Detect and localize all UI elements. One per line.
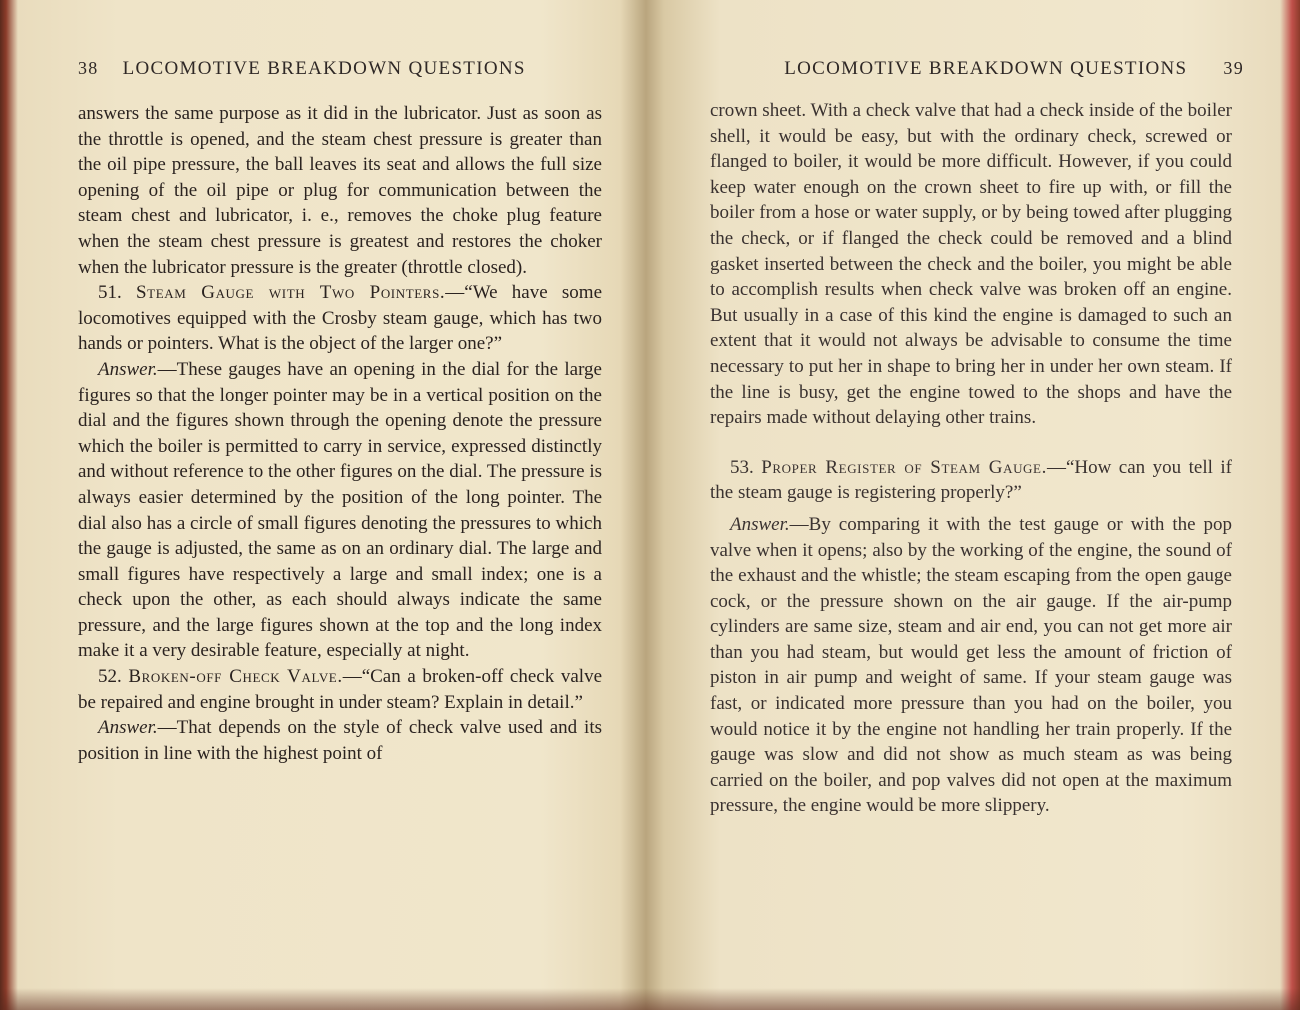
a52-text: —That depends on the style of check valve used and its position in line with the highest point of [78, 717, 602, 764]
a53-label: Answer. [730, 513, 790, 535]
q51-number: 51. [98, 282, 122, 304]
a52-label: Answer. [98, 717, 158, 739]
left-page-number: 38 [78, 58, 99, 78]
q52-heading: Broken-off Check Valve. [128, 666, 343, 688]
right-head-title: LOCOMOTIVE BREAKDOWN QUESTIONS [784, 58, 1188, 79]
q53-number: 53. [730, 456, 754, 478]
right-paragraph-continued: crown sheet. With a check valve that had a check inside of the boiler shell, it would be easy, but with the ordinary check, screwed or flanged to boiler, it would be more difficult. However, if you could keep water enough on the crown sheet to fire up with, or fill the boiler from a hose or water supply, or by being towed after plugging the check, or if flanged the check could be removed and a blind gasket inserted between the check and the boiler, you might be able to accomplish results when check valve was broken off an engine. But usually in a case of this kind the engine is damaged to such an extent that it would not always be advisable to consume the time necessary to put her in shape to bring her in under her own steam. If the line is busy, get the engine towed to the shops and have the repairs made without delaying other trains. [710, 100, 1232, 429]
left-head-title: LOCOMOTIVE BREAKDOWN QUESTIONS [122, 58, 526, 79]
right-page-number: 39 [1223, 58, 1244, 78]
a51-text: —These gauges have an opening in the dial for the large figures so that the longer pointer may be in a vertical position on the dial and the figures shown through the opening denote the pressure which the boiler is permitted to carry in service, expressed distinctly and without reference to the other figures on the dial. The pressure is always easier determined by the position of the long pointer. The dial also has a circle of small figures denoting the pressures to which the gauge is adjusted, the same as on an ordinary dial. The large and small figures have respectively a large and small index; one is a check upon the other, as each should always indicate the same pressure, and the large figures shown at the top and the long index make it a very desirable feature, especially at night. [78, 358, 602, 662]
q51-heading: Steam Gauge with Two Pointers. [136, 282, 446, 304]
question-51 [78, 280, 602, 357]
answer-51 [78, 357, 602, 664]
right-page-body [710, 98, 1232, 819]
q52-number: 52. [98, 666, 122, 688]
right-page [652, 0, 1300, 1010]
left-running-head [78, 58, 608, 80]
a51-label: Answer. [98, 358, 158, 380]
section-gap [710, 431, 1232, 455]
question-53 [710, 455, 1232, 506]
q53-question: —“How can you tell if the steam gauge is registering properly?” [710, 456, 1232, 504]
q52-question: —“Can a broken-off check valve be repaired and engine brought in under steam? Explain in detail.” [78, 666, 603, 713]
left-page-body [78, 101, 602, 766]
answer-52 [78, 715, 602, 766]
answer-53 [710, 512, 1232, 819]
q51-question: —“We have some locomotives equipped with the Crosby steam gauge, which has two hands or pointers. What is the object of the larger one?” [78, 282, 603, 355]
right-running-head [760, 58, 1244, 80]
a53-text: —By comparing it with the test gauge or with the pop valve when it opens; also by the working of the engine, the sound of the exhaust and the whistle; the steam escaping from the open gauge cock, or the pressure shown on the air gauge. If the air-pump cylinders are same size, steam and air end, you can not get more air than you had steam, but would get less the amount of friction of piston in air pump and weight of same. If your steam gauge was fast, or indicated more pressure than you had on the boiler, you would notice it by the engine not handling her train properly. If the gauge was slow and did not show as much steam as was being carried on the boiler, and pop valves did not open at the maximum pressure, the engine would be more slippery. [710, 513, 1232, 817]
left-paragraph-continued: answers the same purpose as it did in the lubricator. Just as soon as the throttle is opened, and the steam chest pressure is greater than the oil pipe pressure, the ball leaves its seat and allows the full size opening of the oil pipe or plug for communication between the steam chest and lubricator, i. e., removes the choke plug feature when the steam chest pressure is greatest and restores the choker when the lubricator pressure is the greater (throttle closed). [78, 103, 602, 278]
q53-heading: Proper Register of Steam Gauge. [761, 456, 1047, 478]
left-page [0, 0, 648, 1010]
question-52 [78, 664, 602, 715]
